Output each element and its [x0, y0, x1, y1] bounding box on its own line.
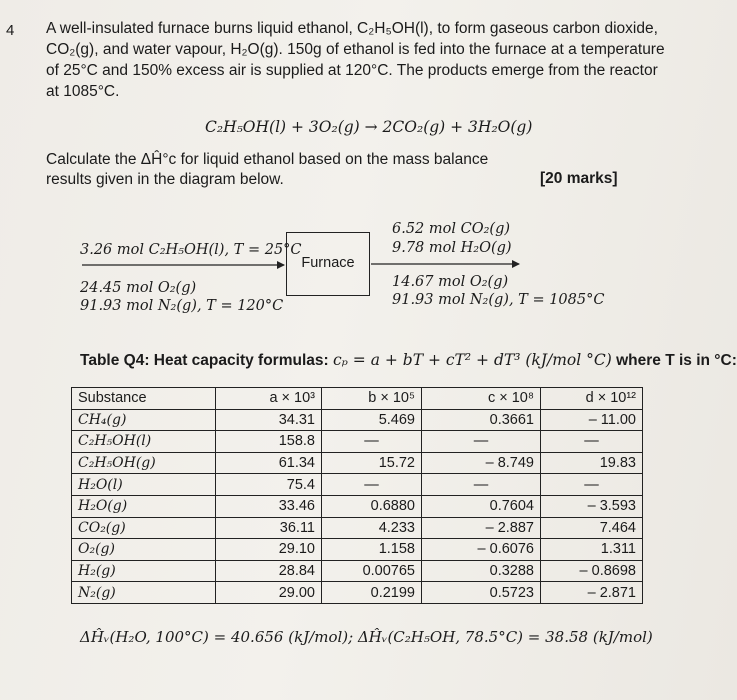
coefficient-cell: 19.83 [541, 452, 643, 474]
coefficient-cell: — [541, 474, 643, 496]
question-number: 4 [6, 22, 15, 39]
caption-suffix: where T is in °C: [616, 352, 737, 369]
product-nitrogen-label: 91.93 mol N₂(g), T = 1085°C [392, 292, 605, 308]
feed-nitrogen-label: 91.93 mol N₂(g), T = 120°C [80, 298, 284, 314]
question-intro: A well-insulated furnace burns liquid ethanol, C₂H₅OH(l), to form gaseous carbon dioxide, CO₂(g), and water vapour, H₂O(g). 150g of ethanol is fed into the furnace at a temperature of 25°C and 150% excess air is supplied at 120°C. The products emerge from the reactor at 1085°C. [46, 20, 665, 100]
coefficient-cell: — [322, 431, 422, 453]
coefficient-cell: 34.31 [216, 409, 322, 431]
table-row [72, 539, 643, 561]
table-row [72, 409, 643, 431]
furnace-box [286, 232, 370, 296]
coefficient-cell: – 0.6076 [422, 539, 541, 561]
coefficient-cell: 5.469 [322, 409, 422, 431]
coefficient-cell: 158.8 [216, 431, 322, 453]
coefficient-cell: – 2.871 [541, 582, 643, 604]
table-row [72, 431, 643, 453]
coefficient-cell: – 3.593 [541, 495, 643, 517]
coefficient-cell: – 2.887 [422, 517, 541, 539]
coefficient-cell: 0.3661 [422, 409, 541, 431]
substance-cell: C₂H₅OH(g) [72, 452, 216, 474]
coefficient-cell: — [541, 431, 643, 453]
coefficient-cell: 75.4 [216, 474, 322, 496]
substance-cell: H₂O(l) [72, 474, 216, 496]
substance-cell: H₂O(g) [72, 495, 216, 517]
substance-cell: C₂H₅OH(l) [72, 431, 216, 453]
table-caption [80, 351, 737, 370]
coefficient-cell: 0.7604 [422, 495, 541, 517]
product-co2-label: 6.52 mol CO₂(g) [392, 221, 511, 237]
coefficient-cell: 15.72 [322, 452, 422, 474]
substance-cell: H₂(g) [72, 560, 216, 582]
caption-formula: cₚ = a + bT + cT² + dT³ (kJ/mol °C) [332, 351, 612, 369]
coefficient-cell: – 0.8698 [541, 560, 643, 582]
coefficient-cell: 61.34 [216, 452, 322, 474]
table-header-cell: b × 10⁵ [322, 388, 422, 410]
table-row [72, 474, 643, 496]
table-row [72, 452, 643, 474]
coefficient-cell: – 11.00 [541, 409, 643, 431]
coefficient-cell: — [422, 431, 541, 453]
substance-cell: CO₂(g) [72, 517, 216, 539]
coefficient-cell: 29.10 [216, 539, 322, 561]
coefficient-cell: 0.6880 [322, 495, 422, 517]
furnace-label: Furnace [301, 255, 355, 271]
reaction-equation: C₂H₅OH(l) + 3O₂(g) → 2CO₂(g) + 3H₂O(g) [205, 118, 533, 136]
table-header-cell: Substance [72, 388, 216, 410]
table-row [72, 560, 643, 582]
coefficient-cell: 0.5723 [422, 582, 541, 604]
table-header-cell: d × 10¹² [541, 388, 643, 410]
vaporization-enthalpies: ΔĤᵥ(H₂O, 100°C) = 40.656 (kJ/mol); ΔĤᵥ(C₂H₅OH, 78.5°C) = 38.58 (kJ/mol) [80, 628, 653, 646]
table-row [72, 582, 643, 604]
feed-oxygen-label: 24.45 mol O₂(g) [80, 280, 197, 296]
coefficient-cell: 0.2199 [322, 582, 422, 604]
substance-cell: O₂(g) [72, 539, 216, 561]
product-h2o-label: 9.78 mol H₂O(g) [392, 240, 512, 256]
coefficient-cell: — [422, 474, 541, 496]
substance-cell: N₂(g) [72, 582, 216, 604]
table-row [72, 517, 643, 539]
coefficient-cell: 29.00 [216, 582, 322, 604]
table-header-cell: c × 10⁸ [422, 388, 541, 410]
product-oxygen-label: 14.67 mol O₂(g) [392, 274, 509, 290]
coefficient-cell: 0.3288 [422, 560, 541, 582]
coefficient-cell: 28.84 [216, 560, 322, 582]
coefficient-cell: 7.464 [541, 517, 643, 539]
heat-capacity-table [71, 387, 643, 604]
coefficient-cell: 36.11 [216, 517, 322, 539]
caption-prefix: Table Q4: Heat capacity formulas: [80, 352, 329, 369]
coefficient-cell: 1.158 [322, 539, 422, 561]
coefficient-cell: 4.233 [322, 517, 422, 539]
coefficient-cell: — [322, 474, 422, 496]
table-row [72, 495, 643, 517]
table-header-row [72, 388, 643, 410]
table-header-cell: a × 10³ [216, 388, 322, 410]
coefficient-cell: 0.00765 [322, 560, 422, 582]
marks-label: [20 marks] [540, 170, 618, 187]
feed-ethanol-label: 3.26 mol C₂H₅OH(l), T = 25°C [80, 242, 302, 258]
coefficient-cell: 1.311 [541, 539, 643, 561]
question-instruction: Calculate the ΔĤ°c for liquid ethanol based on the mass balance results given in the diagram below. [46, 151, 489, 188]
substance-cell: CH₄(g) [72, 409, 216, 431]
coefficient-cell: – 8.749 [422, 452, 541, 474]
coefficient-cell: 33.46 [216, 495, 322, 517]
